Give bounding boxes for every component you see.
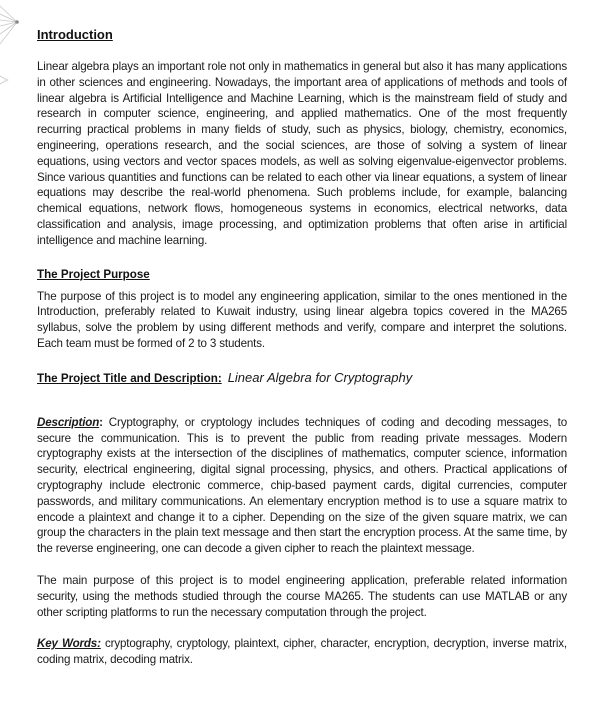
description-paragraph [37,415,567,557]
keywords-text: cryptography, cryptology, plaintext, cipher, character, encryption, decryption, inverse matrix, coding matrix, decoding matrix. [37,637,567,667]
project-purpose-paragraph: The purpose of this project is to model any engineering application, similar to the ones mentioned in the Introduction, preferably related to Kuwait industry, using linear algebra topics covered in the MA265 syllabus, solve the problem by using different methods and verify, compare and interpret the solutions. Each team must be formed of 2 to 3 students. [37,289,567,350]
project-title-line [37,370,567,387]
keywords-label: Key Words: [37,637,101,651]
project-purpose-heading: The Project Purpose [37,267,150,281]
introduction-paragraph: Linear algebra plays an important role not only in mathematics in general but also it has many applications in other sciences and engineering. Nowadays, the important area of applications of methods and tools of linear algebra is Artificial Intelligence and Machine Learning, which is the mainstream field of study and research in computer science, engineering, and applied mathematics. One of the most frequently recurring practical problems in many fields of study, such as physics, biology, chemistry, economics, engineering, operations research, and the social sciences, are those of solving a system of linear equations, using vectors and vector spaces models, as well as solving eigenvalue-eigenvector problems. Since various quantities and functions can be related to each other via linear equations, a system of linear equations may describe the real-world phenomena. Such problems include, for example, balancing chemical equations, network flows, homogeneous systems in economics, electrical networks, data classification and analysis, image processing, and optimization problems that often arise in artificial intelligence and machine learning. [37,60,567,247]
network-graph-icon [0,0,30,100]
main-purpose-paragraph: The main purpose of this project is to model engineering application, preferable related information security, using the methods studied through the course MA265. The students can use MATLAB or any other scripting platforms to run the necessary computation through the project. [37,573,567,619]
description-label: Description [37,415,100,429]
keywords-paragraph [37,636,567,668]
project-title-heading: The Project Title and Description: [37,371,222,385]
introduction-heading: Introduction [37,27,113,42]
document-page [37,26,567,668]
project-title: Linear Algebra for Cryptography [227,369,413,385]
description-text: Cryptography, or cryptology includes techniques of coding and decoding messages, to secure the communication. This is to prevent the public from reading private messages. Modern cryptography exists at the intersection of the disciplines of mathematics, computer science, information security, electrical engineering, digital signal processing, physics, and others. Practical applications of cryptography include electronic commerce, chip-based payment cards, digital currencies, computer passwords, and military communications. An elementary encryption method is to use a square matrix to encode a plaintext and change it to a cipher. Depending on the size of the given square matrix, we can group the characters in the plain text message and then start the encryption process. At the same time, by the reverse engineering, one can decode a given cipher to reach the plaintext message. [37,415,567,556]
description-colon: : [99,415,103,429]
